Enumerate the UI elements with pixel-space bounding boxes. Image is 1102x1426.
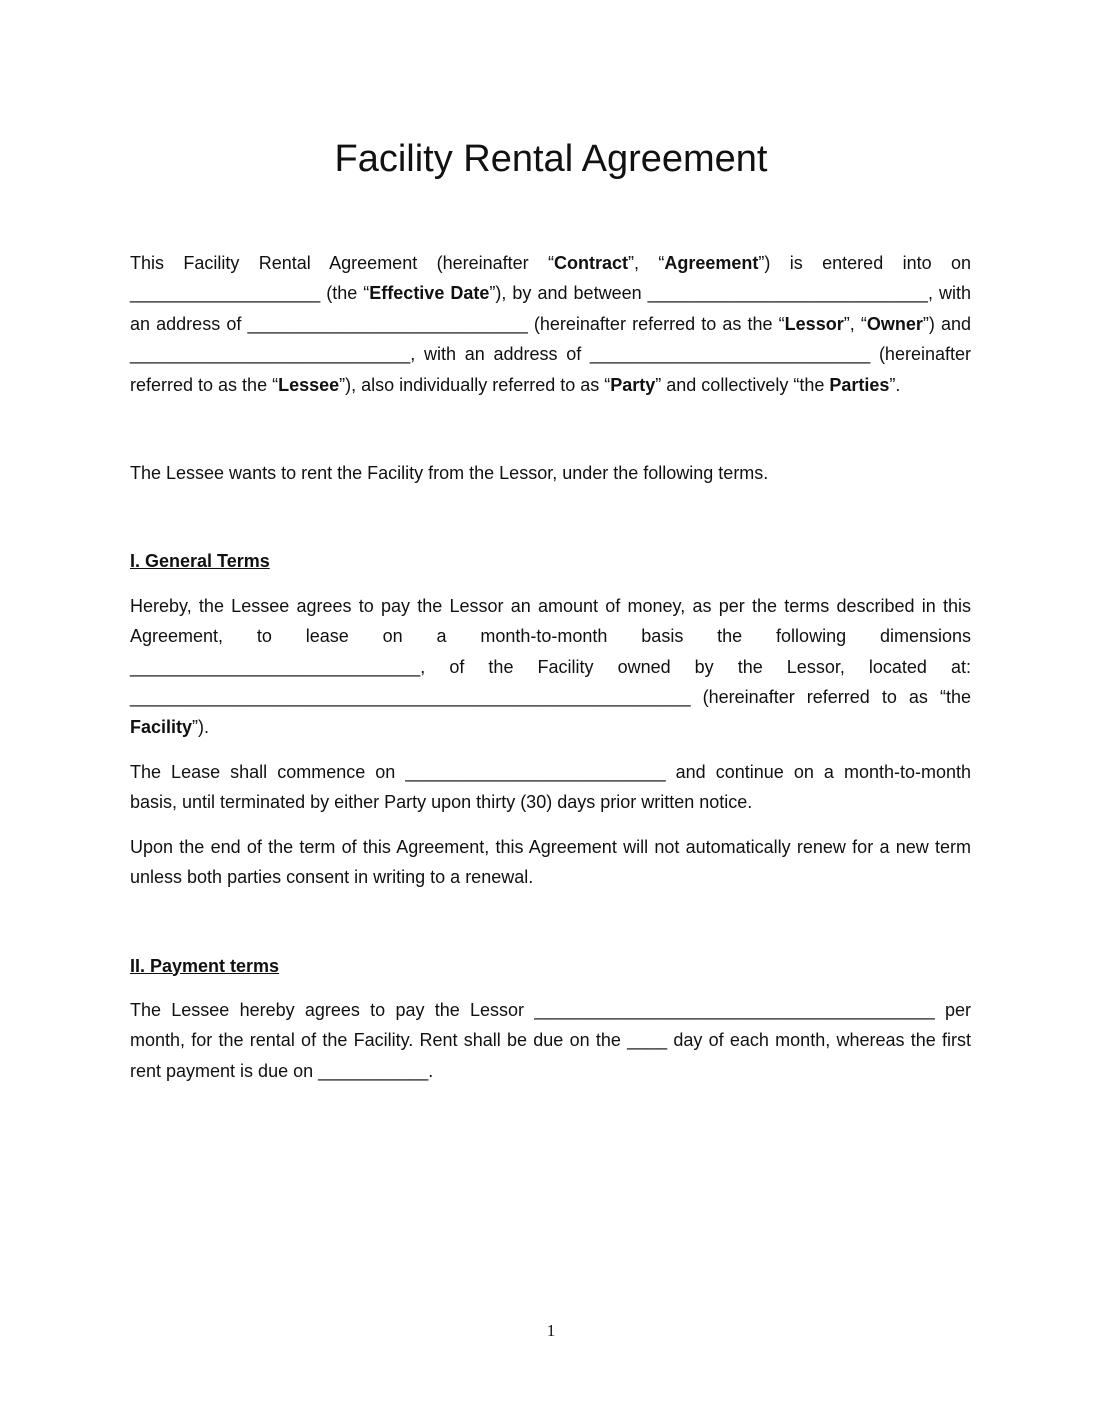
intro-paragraph: This Facility Rental Agreement (hereinafter “Contract”, “Agreement”) is entered into on ___________________ (the “Effective Date”), by and between ____________________________, with an address of ____________________________ (hereinafter referred to as the “Lessor”, “Owner”) and ____________________________, with an address of ____________________________ (hereinafter referred to as the “Lessee”), also individually referred to as “Party” and collectively “the Parties”. — [130, 253, 971, 395]
section-heading-payment-terms: II. Payment terms — [130, 955, 280, 976]
term-contract: Contract — [554, 253, 629, 273]
term-party: Party — [610, 374, 656, 395]
page-title: Facility Rental Agreement — [334, 138, 768, 180]
general-terms-paragraph-1: Hereby, the Lessee agrees to pay the Lessor an amount of money, as per the terms described in this Agreement, to lease on a month-to-month basis the following dimensions _____________________________, of the Facility owned by the Lessor, located at: ________________________________________________________ (hereinafter referred to as “the Facility”). — [130, 595, 971, 738]
page-number: 1 — [546, 1321, 556, 1340]
section-heading-general-terms: I. General Terms — [130, 551, 270, 572]
payment-terms-paragraph-1: The Lessee hereby agrees to pay the Lessor ________________________________________ per month, for the rental of the Facility. Rent shall be due on the ____ day of each month, whereas the first rent payment is due on ___________. — [130, 999, 971, 1081]
term-owner: Owner — [866, 313, 923, 334]
general-terms-paragraph-2: The Lease shall commence on __________________________ and continue on a month-to-month basis, until terminated by either Party upon thirty (30) days prior written notice. — [130, 761, 971, 813]
term-lessor: Lessor — [784, 313, 844, 334]
term-facility: Facility — [130, 717, 193, 738]
purpose-paragraph: The Lessee wants to rent the Facility from the Lessor, under the following terms. — [130, 463, 769, 484]
general-terms-paragraph-3: Upon the end of the term of this Agreement, this Agreement will not automatically renew for a new term unless both parties consent in writing to a renewal. — [130, 836, 971, 888]
term-parties: Parties — [829, 374, 890, 395]
document-body — [130, 248, 971, 1086]
term-lessee: Lessee — [278, 374, 340, 395]
term-agreement: Agreement — [664, 253, 759, 273]
term-effective-date: Effective Date — [369, 283, 490, 304]
